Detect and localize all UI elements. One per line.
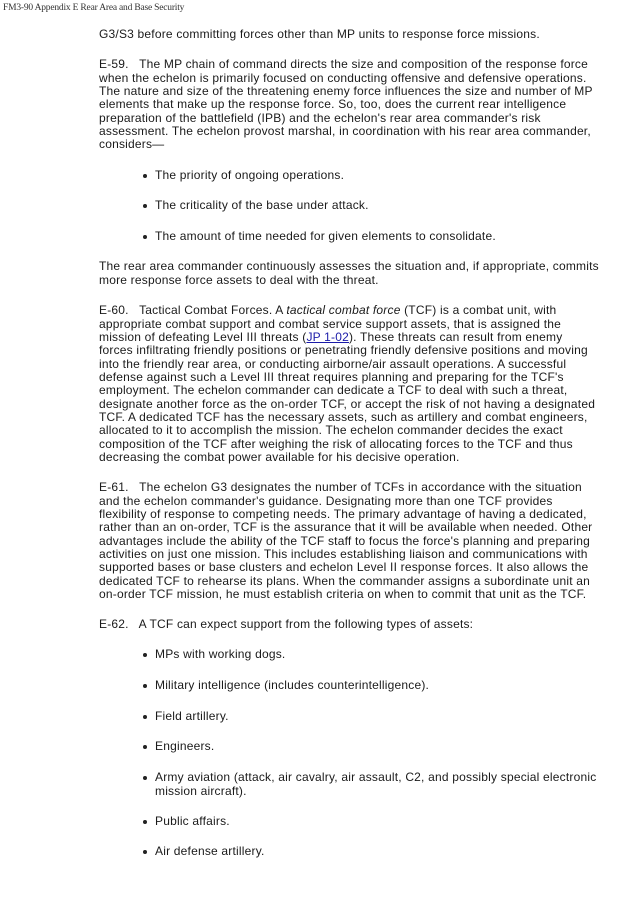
- paragraph-e61: [99, 481, 592, 601]
- text-line: decreasing the combat power available for his decisive operation.: [99, 450, 460, 465]
- bullet-icon: [143, 684, 147, 688]
- text-line: G3/S3 before committing forces other than MP units to response force missions.: [99, 27, 540, 42]
- text-line: flexibility of response to competing needs. The primary advantage of having a dedicated,: [99, 506, 587, 521]
- bullet-text: The priority of ongoing operations.: [155, 168, 345, 183]
- text-line: designate another force as the on-order TCF, or accept the risk of not having a designated: [99, 396, 596, 411]
- paragraph-e60: [99, 304, 595, 464]
- text-line: forces infiltrating friendly positions or penetrating friendly defensive positions and moving: [99, 343, 588, 358]
- text-line: composition of the TCF after weighing the risk of allocating forces to the TCF and thus: [99, 436, 573, 451]
- paragraph-e62: [99, 618, 473, 631]
- running-header: FM3-90 Appendix E Rear Area and Base Security: [3, 3, 185, 13]
- bullet-text: The criticality of the base under attack.: [155, 198, 369, 213]
- bullet-item: [143, 710, 229, 723]
- bullet-text: Air defense artillery.: [155, 844, 265, 859]
- bullet-item: [143, 199, 369, 212]
- text-line: E-59. The MP chain of command directs the size and composition of the response force: [99, 57, 589, 72]
- bullet-text: Field artillery.: [155, 709, 229, 724]
- bullet-text: The amount of time needed for given elements to consolidate.: [155, 229, 496, 244]
- bullet-icon: [143, 204, 147, 208]
- bullet-icon: [143, 174, 147, 178]
- bullet-text: Army aviation (attack, air cavalry, air assault, C2, and possibly special electronic: [155, 770, 597, 785]
- bullet-text: mission aircraft).: [155, 783, 247, 798]
- bullet-icon: [143, 745, 147, 749]
- text-line: [99, 304, 595, 317]
- text-line: The rear area commander continuously assesses the situation and, if appropriate, commits: [99, 259, 599, 274]
- bullet-icon: [143, 235, 147, 239]
- text-line: rather than an on-order, TCF is the assurance that it will be available when needed. Other: [99, 520, 593, 535]
- bullet-item: [143, 679, 429, 692]
- bullet-icon: [143, 776, 147, 780]
- bullet-text: Military intelligence (includes counterintelligence).: [155, 678, 430, 693]
- text-line: defense against such a Level III threat requires planning and preparing for the TCF's: [99, 370, 564, 385]
- bullet-icon: [143, 820, 147, 824]
- bullet-icon: [143, 653, 147, 657]
- bullet-icon: [143, 850, 147, 854]
- text-line: and the echelon commander's guidance. Designating more than one TCF provides: [99, 493, 553, 508]
- jp-1-02-link[interactable]: JP 1-02: [306, 329, 349, 344]
- text-segment: mission of defeating Level III threats (: [99, 329, 307, 344]
- paragraph-rear-area: [99, 260, 599, 287]
- text-line: TCF. A dedicated TCF has the necessary assets, such as artillery and combat engineers,: [99, 410, 588, 425]
- bullet-item: [143, 815, 230, 828]
- bullet-item: [143, 230, 496, 243]
- text-line: activities on just one mission. This includes establishing liaison and communications with: [99, 547, 588, 562]
- text-line: into the friendly rear area, or conducting airborne/air assault operations. A successful: [99, 356, 567, 371]
- text-line: preparation of the battlefield (IPB) and the echelon's rear area commander's risk: [99, 110, 541, 125]
- text-segment: E-60. Tactical Combat Forces. A: [99, 303, 287, 318]
- italic-term: tactical combat force: [286, 303, 401, 318]
- bullet-icon: [143, 715, 147, 719]
- text-line: when the echelon is primarily focused on conducting offensive and defensive operations.: [99, 70, 587, 85]
- text-line: employment. The echelon commander can dedicate a TCF to deal with such a threat,: [99, 383, 568, 398]
- bullet-text: MPs with working dogs.: [155, 647, 286, 662]
- text-segment: ). These threats can result from enemy: [348, 329, 563, 344]
- text-line: advantages include the ability of the TCF staff to focus the force's planning and preparing: [99, 533, 591, 548]
- text-line: appropriate combat support and combat service support assets, that is assigned the: [99, 316, 561, 331]
- text-line: E-62. A TCF can expect support from the following types of assets:: [99, 617, 474, 632]
- text-line: on-order TCF mission, he must establish criteria on when to commit that unit as the TCF.: [99, 587, 587, 602]
- bullet-item: [143, 648, 285, 661]
- paragraph-e59: [99, 58, 593, 151]
- text-line: E-61. The echelon G3 designates the number of TCFs in accordance with the situation: [99, 480, 582, 495]
- text-line: considers—: [99, 137, 165, 152]
- bullet-item: [143, 845, 265, 858]
- text-line: supported bases or base clusters and echelon Level II response forces. It also allows the: [99, 560, 589, 575]
- text-line: [99, 331, 595, 344]
- text-segment: (TCF) is a combat unit, with: [400, 303, 557, 318]
- bullet-text: Engineers.: [155, 739, 215, 754]
- bullet-item: [143, 771, 596, 798]
- bullet-item: [143, 169, 344, 182]
- text-line: more response force assets to deal with the threat.: [99, 272, 379, 287]
- bullet-text: Public affairs.: [155, 814, 230, 829]
- text-line: allocated to it to accomplish the mission. The echelon commander decides the exact: [99, 423, 563, 438]
- text-line: The nature and size of the threatening enemy force influences the size and number of MP: [99, 83, 593, 98]
- intro-line: [99, 28, 540, 41]
- text-line: elements that make up the response force. So, too, does the current rear intelligence: [99, 97, 567, 112]
- text-line: assessment. The echelon provost marshal, in coordination with his rear area commander,: [99, 124, 591, 139]
- bullet-item: [143, 740, 214, 753]
- text-line: dedicated TCF to rehearse its plans. When the commander assigns a subordinate unit an: [99, 573, 591, 588]
